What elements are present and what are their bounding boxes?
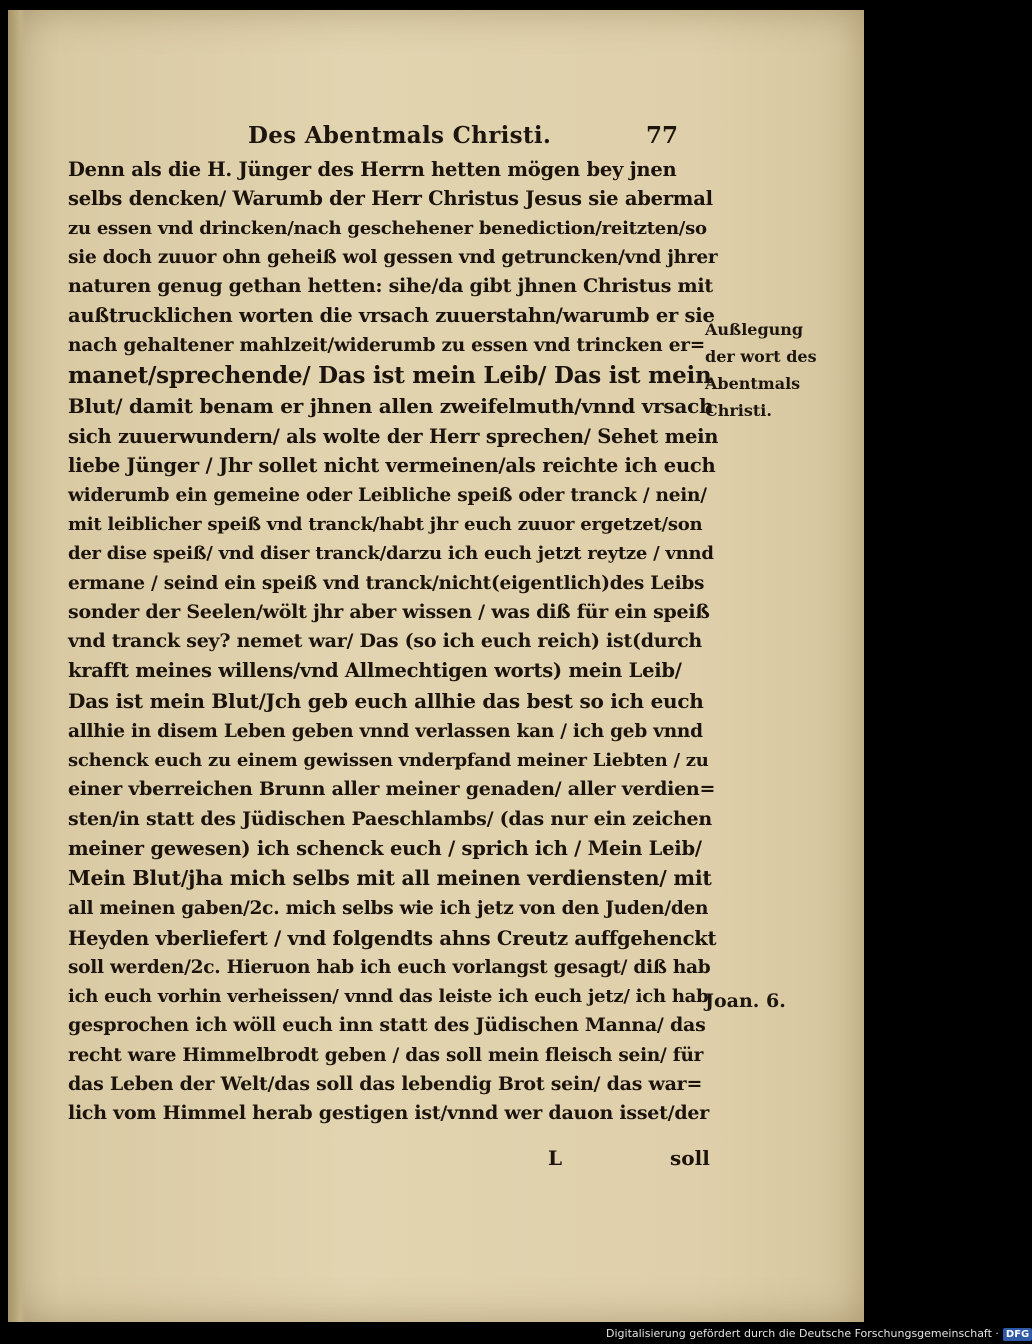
footer-text: Digitalisierung gefördert durch die Deutsche Forschungsgemeinschaft · (606, 1327, 999, 1340)
text-line: liebe Jünger / Jhr sollet nicht vermeinen/als reichte ich euch (68, 454, 716, 478)
marginal-note-reference: Joan. 6. (705, 990, 786, 1012)
digitization-footer (606, 1327, 1032, 1341)
catchword: soll (670, 1146, 710, 1170)
text-line: lich vom Himmel herab gestigen ist/vnnd wer dauon isset/der (68, 1102, 709, 1125)
text-line: all meinen gaben/2c. mich selbs wie ich jetz von den Juden/den (68, 898, 709, 920)
text-line: zu essen vnd drincken/nach geschehener benediction/reitzten/so (68, 217, 707, 239)
page-header (248, 122, 688, 149)
text-line: ich euch vorhin verheissen/ vnnd das leiste ich euch jetz/ ich hab (68, 986, 709, 1008)
text-line: recht ware Himmelbrodt geben / das soll mein fleisch sein/ für (68, 1044, 704, 1066)
marginal-line: Außlegung (705, 320, 804, 339)
text-line: außtrucklichen worten die vrsach zuuerstahn/warumb er sie (68, 304, 715, 328)
body-text (68, 155, 718, 1129)
text-line: Blut/ damit benam er jhnen allen zweifelmuth/vnnd vrsach (68, 394, 714, 419)
text-line: einer vberreichen Brunn aller meiner genaden/ aller verdien= (68, 778, 716, 801)
text-line: sie doch zuuor ohn geheiß wol gessen vnd getruncken/vnd jhrer (68, 246, 718, 268)
text-line: manet/sprechende/ Das ist mein Leib/ Das ist mein (68, 362, 712, 390)
text-line: Das ist mein Blut/Jch geb euch allhie das best so ich euch (68, 688, 704, 713)
text-line: krafft meines willens/vnd Allmechtigen worts) mein Leib/ (68, 659, 682, 683)
running-title: Des Abentmals Christi. (248, 122, 552, 149)
text-line: ermane / seind ein speiß vnd tranck/nicht(eigentlich)des Leibs (68, 572, 705, 594)
text-line: sten/in statt des Jüdischen Paeschlambs/ (das nur ein zeichen (68, 807, 712, 830)
text-line: selbs dencken/ Warumb der Herr Christus Jesus sie abermal (68, 187, 713, 211)
text-line: nach gehaltener mahlzeit/widerumb zu essen vnd trincken er= (68, 334, 705, 356)
page-gutter (8, 10, 26, 1322)
text-line: soll werden/2c. Hieruon hab ich euch vorlangst gesagt/ diß hab (68, 956, 711, 978)
dfg-logo-icon: DFG (1003, 1328, 1032, 1341)
text-line: naturen genug gethan hetten: sihe/da gibt jhnen Christus mit (68, 275, 713, 298)
text-line: widerumb ein gemeine oder Leibliche speiß oder tranck / nein/ (68, 484, 707, 506)
text-line: allhie in disem Leben geben vnnd verlassen kan / ich geb vnnd (68, 720, 703, 742)
text-line: das Leben der Welt/das soll das lebendig Brot sein/ das war= (68, 1073, 703, 1096)
text-line: sonder der Seelen/wölt jhr aber wissen / was diß für ein speiß (68, 600, 710, 623)
text-line: der dise speiß/ vnd diser tranck/darzu ich euch jetzt reytze / vnnd (68, 543, 714, 565)
signature-mark: L (548, 1146, 563, 1170)
page-number: 77 (646, 122, 679, 149)
marginal-line: Abentmals (705, 374, 801, 393)
marginal-line: Christi. (705, 401, 772, 420)
text-line: schenck euch zu einem gewissen vnderpfand meiner Liebten / zu (68, 750, 709, 772)
marginal-line: der wort des (705, 347, 817, 366)
text-line: sich zuuerwundern/ als wolte der Herr sprechen/ Sehet mein (68, 425, 719, 449)
text-line: gesprochen ich wöll euch inn statt des Jüdischen Manna/ das (68, 1014, 706, 1037)
text-line: Heyden vberliefert / vnd folgendts ahns Creutz auffgehenckt (68, 926, 717, 950)
marginal-note-exposition (705, 316, 855, 424)
text-line: mit leiblicher speiß vnd tranck/habt jhr euch zuuor ergetzet/son (68, 513, 703, 535)
book-page (8, 10, 864, 1322)
text-line: Denn als die H. Jünger des Herrn hetten mögen bey jnen (68, 158, 677, 181)
text-line: vnd tranck sey? nemet war/ Das (so ich euch reich) ist(durch (68, 630, 702, 653)
text-line: Mein Blut/jha mich selbs mit all meinen verdiensten/ mit (68, 866, 712, 891)
text-line: meiner gewesen) ich schenck euch / sprich ich / Mein Leib/ (68, 836, 702, 860)
